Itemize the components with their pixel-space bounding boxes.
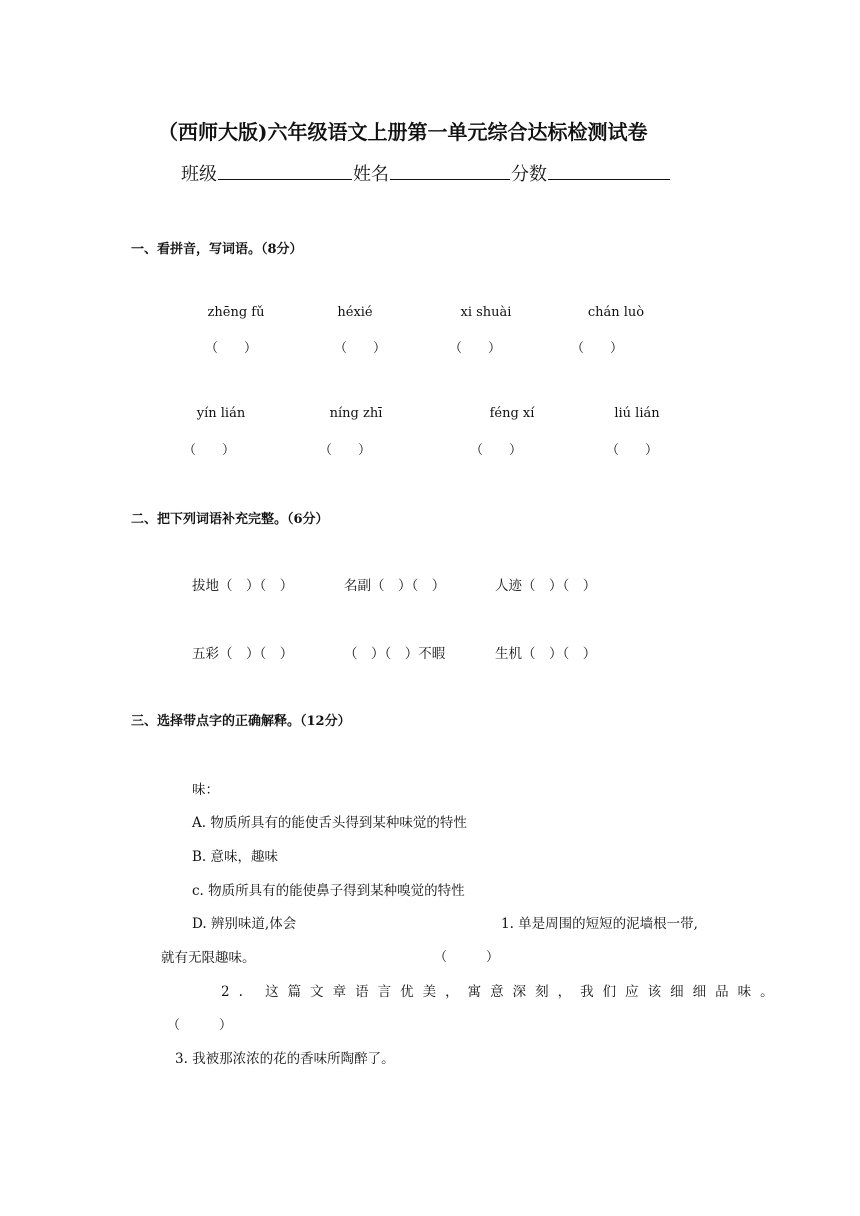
answer-paren[interactable]: （ ）: [205, 341, 258, 356]
section-2-heading: 二、把下列词语补充完整。（6分）: [131, 512, 329, 527]
pinyin-item: féng xí: [489, 406, 535, 421]
pinyin-item: zhēng fǔ: [207, 305, 265, 320]
pinyin-item: chán luò: [587, 305, 645, 320]
pinyin-item: níng zhī: [329, 406, 383, 421]
answer-paren[interactable]: （ ）: [470, 443, 523, 458]
pinyin-item: xi shuài: [460, 305, 512, 320]
question-1: 1. 单是周围的短短的泥墙根一带,: [501, 916, 698, 932]
target-char-label: 味：: [192, 782, 219, 798]
score-label: 分数: [511, 164, 547, 185]
section-1-heading: 一、看拼音，写词语。（8分）: [131, 242, 303, 257]
question-3: 3. 我被那浓浓的花的香味所陶醉了。: [175, 1051, 395, 1067]
option-c: c. 物质所具有的能使鼻子得到某种嗅觉的特性: [192, 883, 465, 899]
idiom-item[interactable]: 名副（ ）（ ）: [344, 578, 446, 594]
answer-paren[interactable]: （ ）: [183, 443, 236, 458]
question-1-continued: 就有无限趣味。: [161, 950, 256, 966]
page-title: （西师大版)六年级语文上册第一单元综合达标检测试卷: [158, 120, 648, 144]
student-info-line: [181, 160, 671, 186]
pinyin-item: yín lián: [196, 406, 246, 421]
answer-paren[interactable]: （ ）: [334, 341, 387, 356]
answer-paren[interactable]: （ ）: [571, 341, 624, 356]
idiom-item[interactable]: 生机（ ）（ ）: [495, 646, 597, 662]
option-a: A. 物质所具有的能使舌头得到某种味觉的特性: [192, 815, 467, 831]
name-blank[interactable]: [390, 161, 510, 180]
score-blank[interactable]: [548, 161, 670, 180]
idiom-item[interactable]: 拔地（ ）（ ）: [192, 578, 294, 594]
class-label: 班级: [181, 164, 217, 185]
option-b: B. 意味，趣味: [192, 849, 279, 865]
idiom-item[interactable]: 人迹（ ）（ ）: [495, 578, 597, 594]
idiom-item[interactable]: 五彩（ ）（ ）: [192, 646, 294, 662]
pinyin-item: liú lián: [614, 406, 660, 421]
answer-paren[interactable]: （ ）: [449, 341, 502, 356]
name-label: 姓名: [353, 164, 389, 185]
class-blank[interactable]: [218, 161, 352, 180]
answer-paren[interactable]: （ ）: [167, 1018, 233, 1033]
answer-paren[interactable]: （ ）: [606, 443, 659, 458]
question-2: 2. 这篇文章语言优美，寓意深刻，我们应该细细品味。: [221, 984, 783, 1000]
answer-paren[interactable]: （ ）: [434, 950, 500, 965]
section-3-heading: 三、选择带点字的正确解释。（12分）: [131, 714, 351, 729]
option-d: D. 辨别味道,体会: [192, 916, 297, 932]
idiom-item[interactable]: （ ）（ ）不暇: [344, 646, 446, 662]
pinyin-item: héxié: [337, 305, 373, 320]
answer-paren[interactable]: （ ）: [319, 443, 372, 458]
